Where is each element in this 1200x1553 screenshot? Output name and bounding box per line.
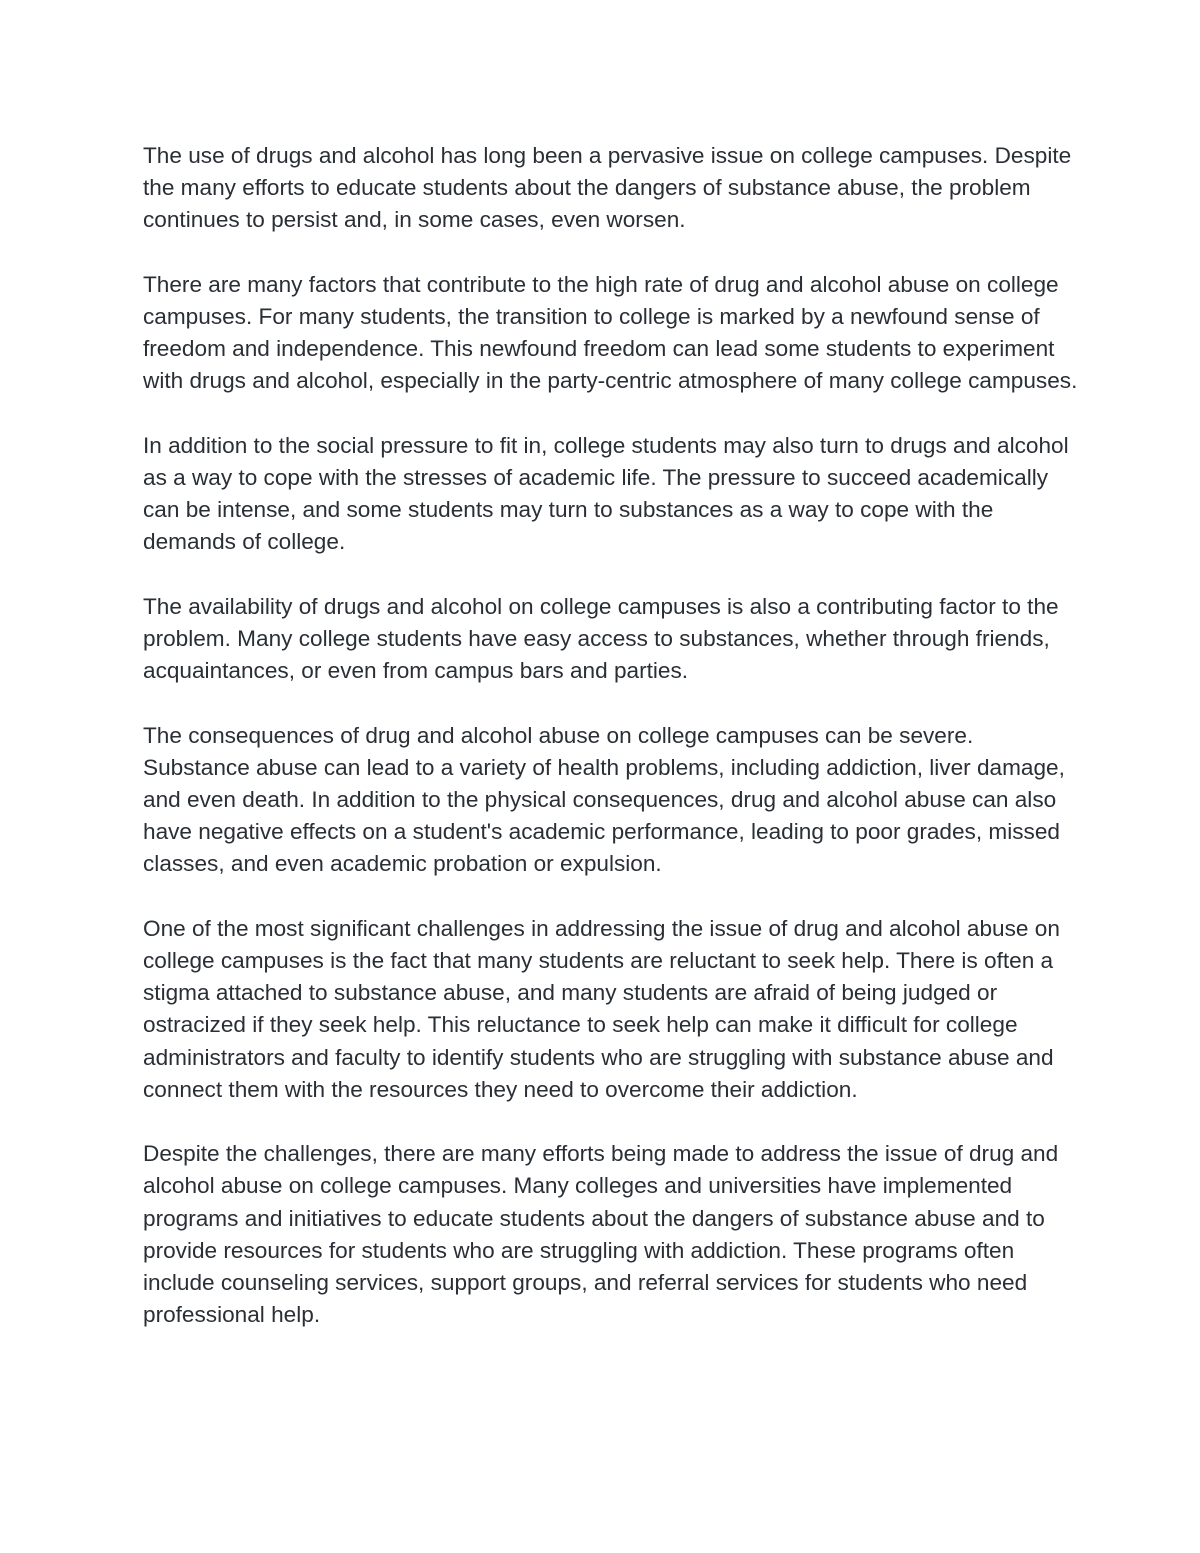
paragraph-2: There are many factors that contribute to the high rate of drug and alcohol abuse on college campuses. For many students, the transition to college is marked by a newfound sense of freedom and independence. This newfound freedom can lead some students to experiment with drugs and alcohol, especially in the party-centric atmosphere of many college campuses. xyxy=(143,271,1078,394)
paragraph-4: The availability of drugs and alcohol on college campuses is also a contributing factor to the problem. Many college students have easy access to substances, whether through friends, acquaintances, or even from campus bars and parties. xyxy=(143,593,1059,684)
paragraph-6: One of the most significant challenges in addressing the issue of drug and alcohol abuse on college campuses is the fact that many students are reluctant to seek help. There is often a stigma attached to substance abuse, and many students are afraid of being judged or ostracized if they seek help. This reluctance to seek help can make it difficult for college administrators and faculty to identify students who are struggling with substance abuse and connect them with the resources they need to overcome their addiction. xyxy=(143,915,1060,1102)
paragraph-5: The consequences of drug and alcohol abuse on college campuses can be severe. Substance abuse can lead to a variety of health problems, including addiction, liver damage, and even death. In addition to the physical consequences, drug and alcohol abuse can also have negative effects on a student's academic performance, leading to poor grades, missed classes, and even academic probation or expulsion. xyxy=(143,722,1065,877)
paragraph-3: In addition to the social pressure to fit in, college students may also turn to drugs and alcohol as a way to cope with the stresses of academic life. The pressure to succeed academically can be intense, and some students may turn to substances as a way to cope with the demands of college. xyxy=(143,432,1069,555)
document-body xyxy=(143,140,1078,1364)
paragraph-1: The use of drugs and alcohol has long been a pervasive issue on college campuses. Despite the many efforts to educate students about the dangers of substance abuse, the problem continues to persist and, in some cases, even worsen. xyxy=(143,143,1072,233)
paragraph-7: Despite the challenges, there are many efforts being made to address the issue of drug and alcohol abuse on college campuses. Many colleges and universities have implemented programs and initiatives to educate students about the dangers of substance abuse and to provide resources for students who are struggling with addiction. These programs often include counseling services, support groups, and referral services for students who need professional help. xyxy=(143,1141,1059,1328)
